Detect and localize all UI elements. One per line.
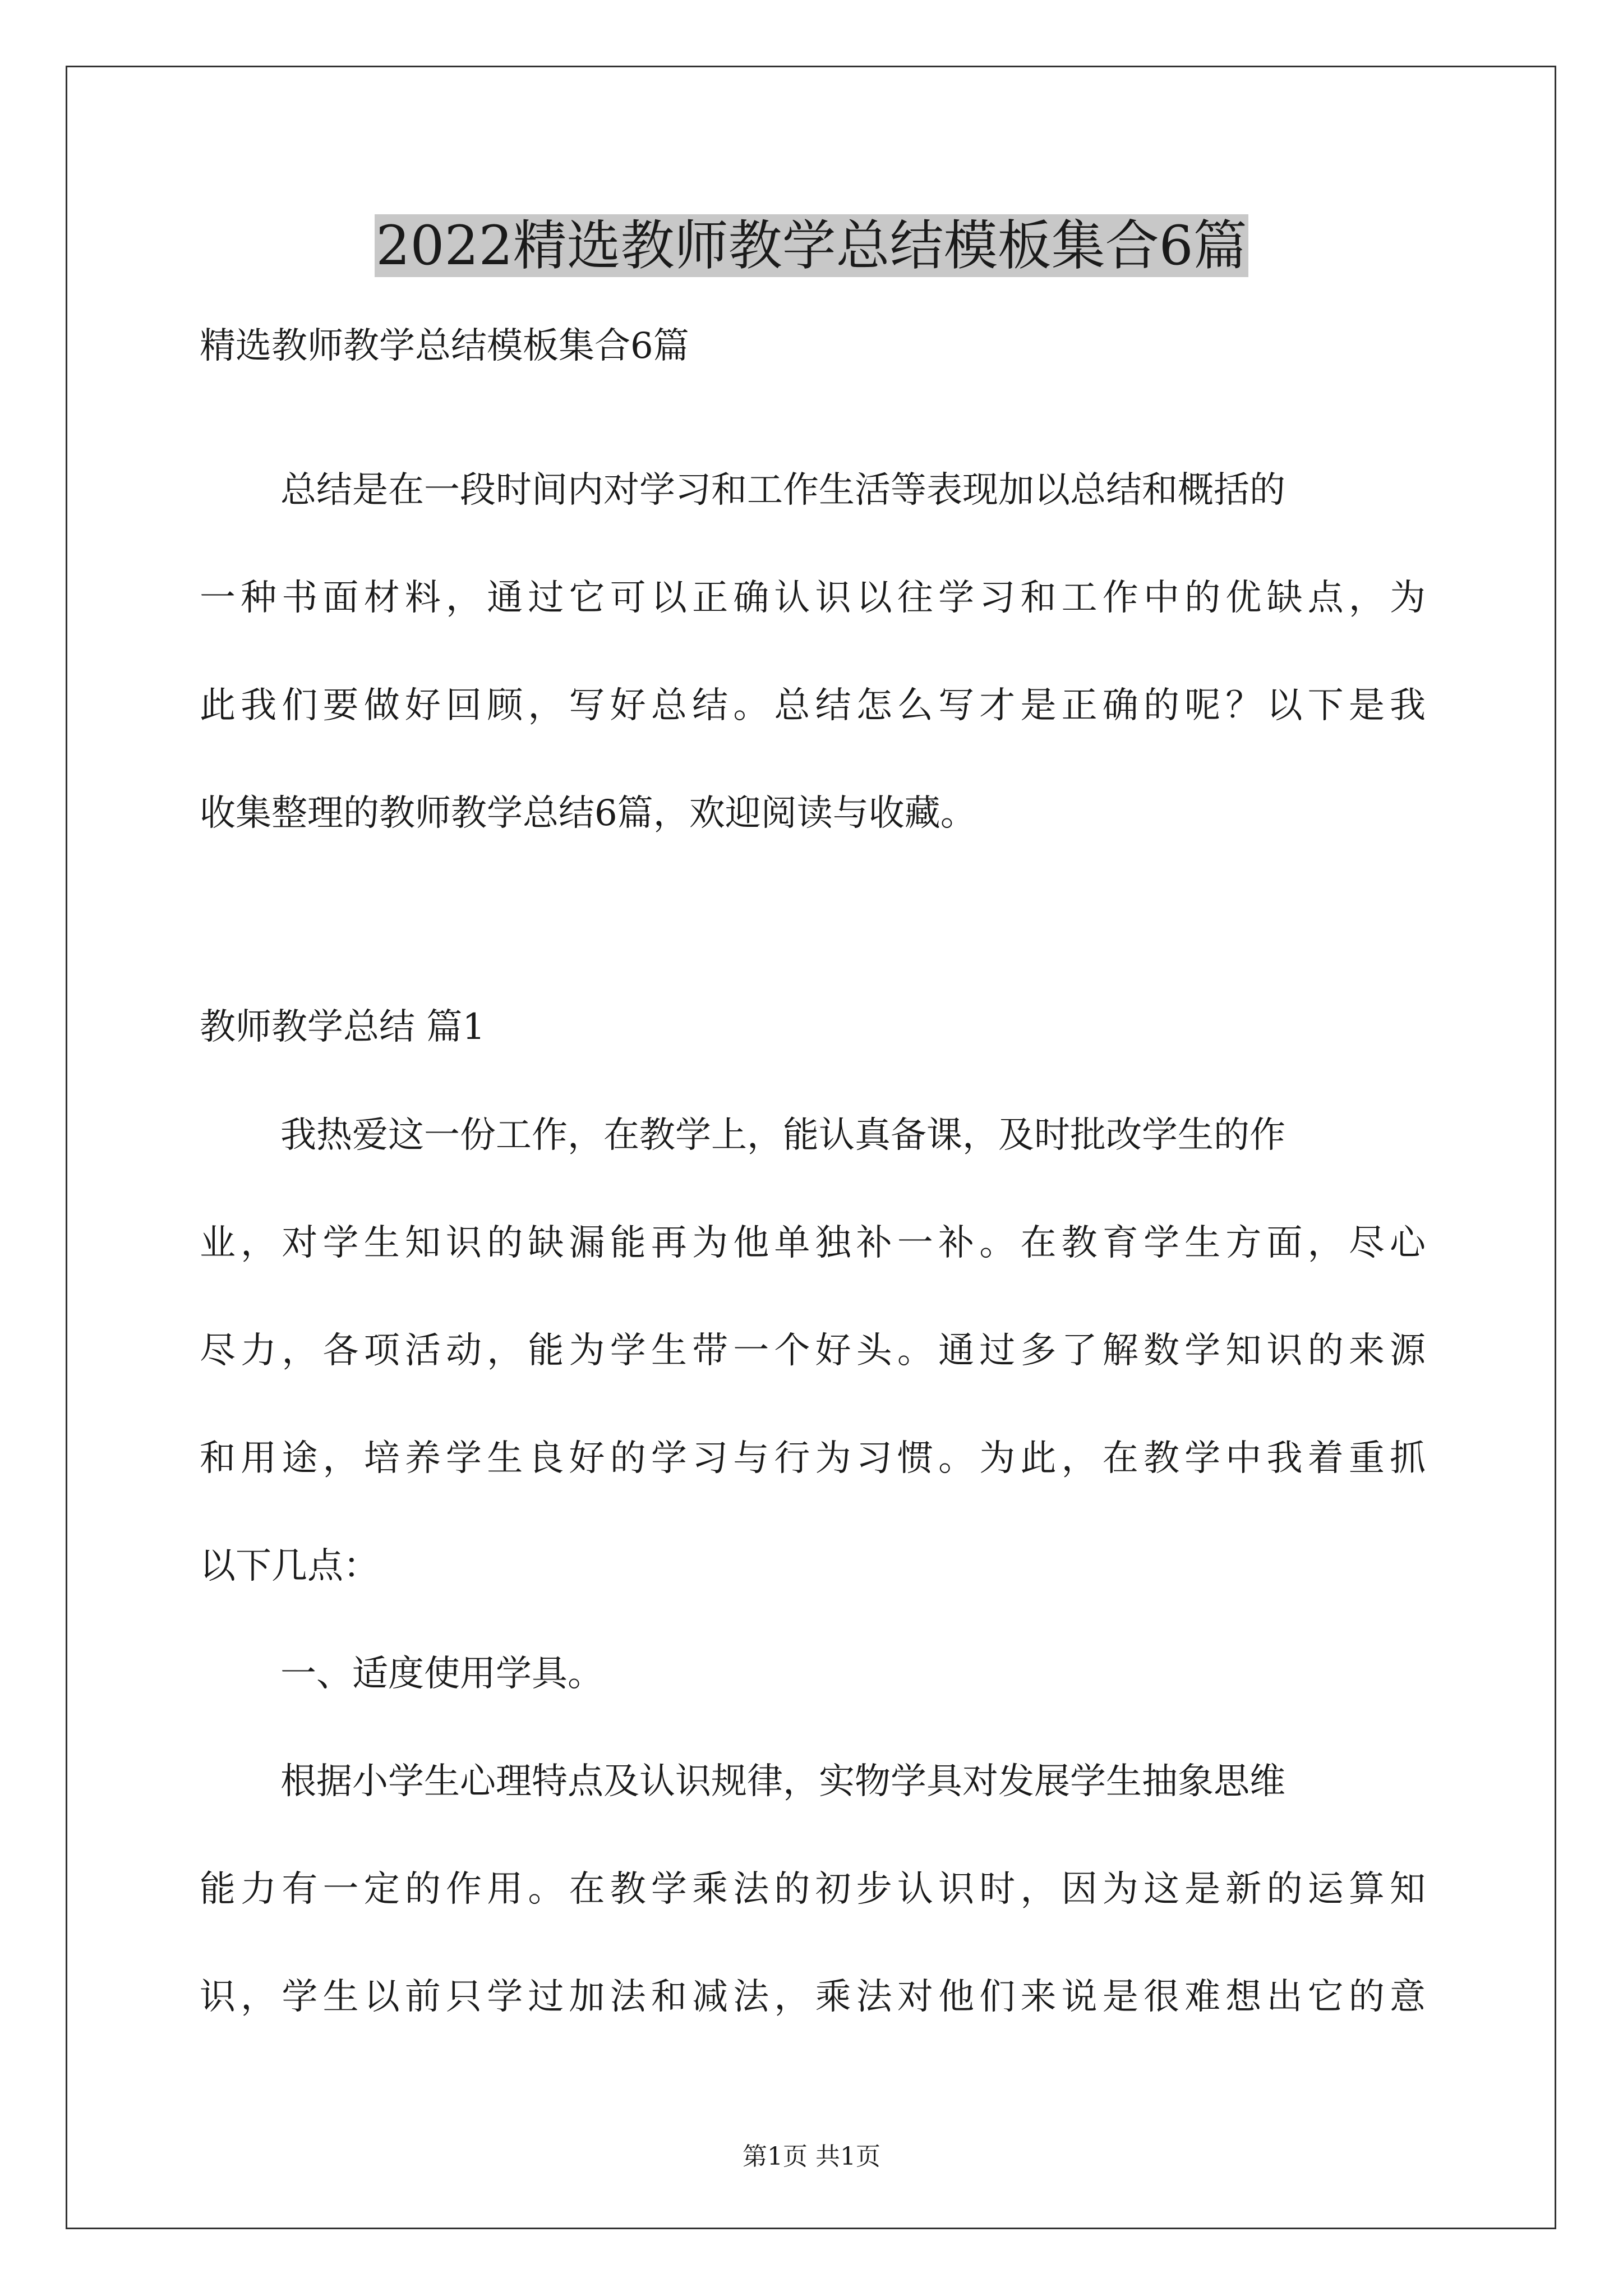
- document-title: [0, 206, 1623, 285]
- para1-line-4: 和用途，培养学生良好的学习与行为习惯。为此，在教学中我着重抓: [200, 1438, 1426, 1479]
- title-text: 2022精选教师教学总结模板集合6篇: [376, 214, 1247, 277]
- subtitle: 精选教师教学总结模板集合6篇: [200, 325, 689, 367]
- section-heading: 教师教学总结 篇1: [200, 1006, 486, 1048]
- intro-line-2: 一种书面材料，通过它可以正确认识以往学习和工作中的优缺点，为: [200, 577, 1426, 619]
- page-footer: 第1页 共1页: [743, 2142, 880, 2171]
- para1-line-2: 业，对学生知识的缺漏能再为他单独补一补。在教育学生方面，尽心: [200, 1222, 1426, 1264]
- para1-line-1: 我热爱这一份工作，在教学上，能认真备课，及时批改学生的作: [280, 1115, 1285, 1156]
- intro-line-4: 收集整理的教师教学总结6篇，欢迎阅读与收藏。: [200, 793, 976, 834]
- intro-line-3: 此我们要做好回顾，写好总结。总结怎么写才是正确的呢？以下是我: [200, 685, 1426, 726]
- point-1-heading: 一、适度使用学具。: [280, 1653, 603, 1695]
- para2-line-1: 根据小学生心理特点及认识规律，实物学具对发展学生抽象思维: [280, 1761, 1285, 1802]
- para1-line-5: 以下几点：: [200, 1545, 379, 1587]
- intro-line-1: 总结是在一段时间内对学习和工作生活等表现加以总结和概括的: [280, 470, 1285, 511]
- para2-line-3: 识，学生以前只学过加法和减法，乘法对他们来说是很难想出它的意: [200, 1976, 1426, 2018]
- para1-line-3: 尽力，各项活动，能为学生带一个好头。通过多了解数学知识的来源: [200, 1330, 1426, 1372]
- para2-line-2: 能力有一定的作用。在教学乘法的初步认识时，因为这是新的运算知: [200, 1869, 1426, 1910]
